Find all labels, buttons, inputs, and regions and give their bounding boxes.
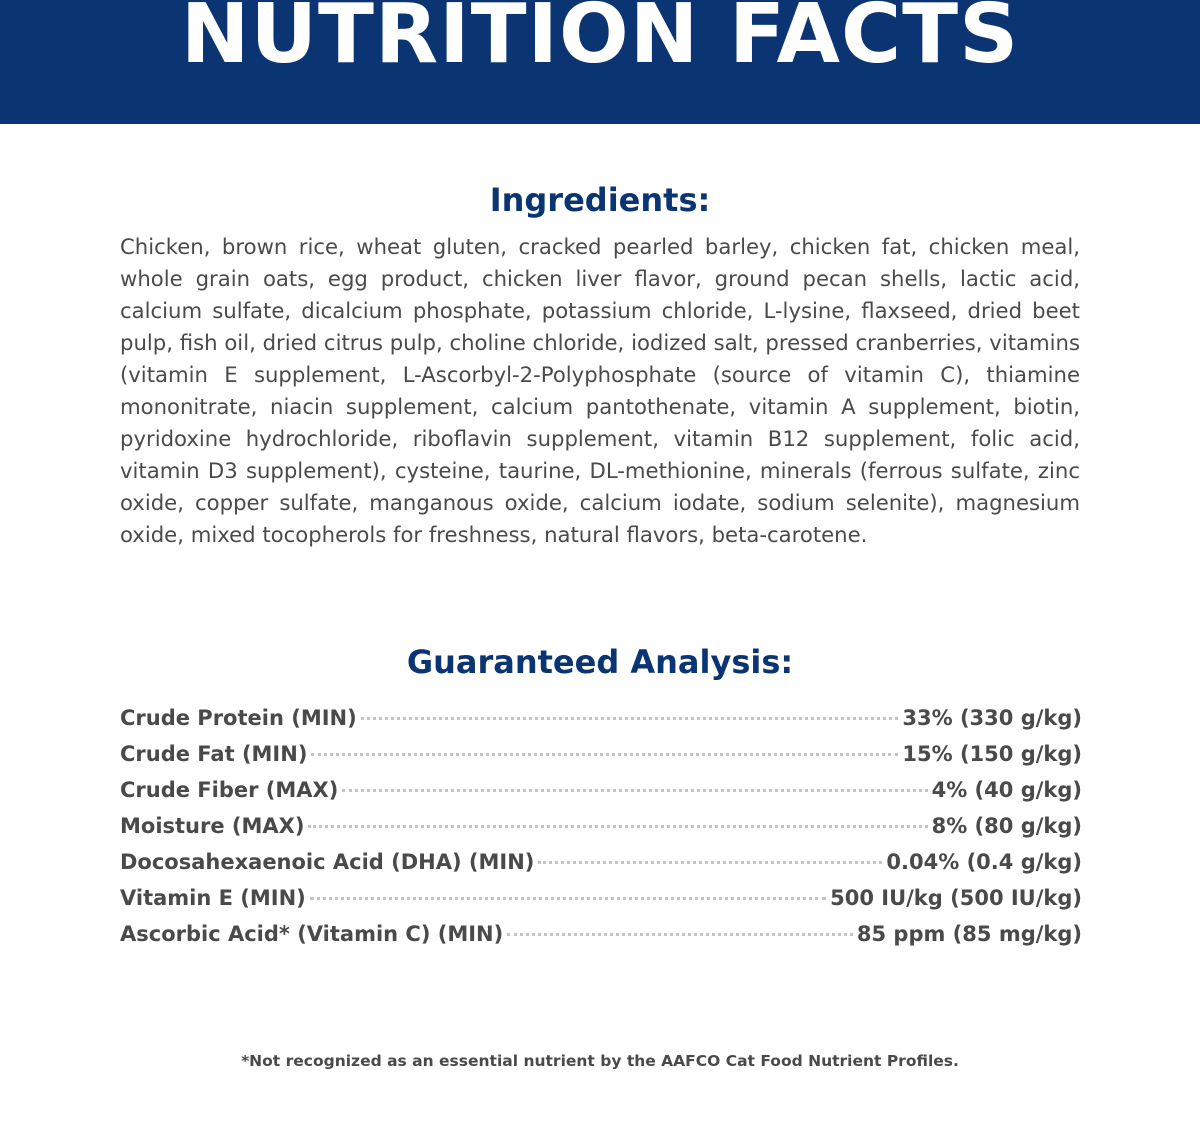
nutrient-name: Crude Protein (MIN) bbox=[120, 706, 357, 730]
nutrient-value: 500 IU/kg (500 IU/kg) bbox=[830, 886, 1082, 910]
guaranteed-analysis-table bbox=[120, 700, 1082, 952]
analysis-row-crude-protein bbox=[120, 700, 1082, 736]
nutrient-name: Ascorbic Acid* (Vitamin C) (MIN) bbox=[120, 922, 504, 946]
dot-leader bbox=[361, 717, 899, 720]
nutrient-value: 15% (150 g/kg) bbox=[902, 742, 1082, 766]
nutrient-name: Crude Fiber (MAX) bbox=[120, 778, 339, 802]
analysis-row-crude-fat bbox=[120, 736, 1082, 772]
guaranteed-analysis-heading: Guaranteed Analysis: bbox=[406, 643, 794, 681]
analysis-row-vitamin-e bbox=[120, 880, 1082, 916]
nutrient-name: Crude Fat (MIN) bbox=[120, 742, 308, 766]
nutrient-value: 0.04% (0.4 g/kg) bbox=[886, 850, 1082, 874]
ingredients-list: Chicken, brown rice, wheat gluten, cracked pearled barley, chicken fat, chicken meal, whole grain oats, egg product, chicken liver flavor, ground pecan shells, lactic acid, calcium sulfate, dicalcium phosphate, potassium chloride, L-lysine, flaxseed, dried beet pulp, fish oil, dried citrus pulp, choline chloride, iodized salt, pressed cranberries, vitamins (vitamin E supplement, L-Ascorbyl-2-Polyphosphate (source of vitamin C), thiamine mononitrate, niacin supplement, calcium pantothenate, vitamin A supplement, biotin, pyridoxine hydrochloride, riboflavin supplement, vitamin B12 supplement, folic acid, vitamin D3 supplement), cysteine, taurine, DL-methionine, minerals (ferrous sulfate, zinc oxide, copper sulfate, manganous oxide, calcium iodate, sodium selenite), magnesium oxide, mixed tocopherols for freshness, natural flavors, beta-carotene. bbox=[120, 234, 1080, 547]
nutrient-value: 85 ppm (85 mg/kg) bbox=[856, 922, 1082, 946]
dot-leader bbox=[308, 825, 927, 828]
analysis-row-dha bbox=[120, 844, 1082, 880]
nutrient-name: Docosahexaenoic Acid (DHA) (MIN) bbox=[120, 850, 535, 874]
header-banner bbox=[0, 0, 1200, 124]
page-title: NUTRITION FACTS bbox=[180, 0, 1020, 82]
nutrient-value: 33% (330 g/kg) bbox=[902, 706, 1082, 730]
dot-leader bbox=[538, 861, 882, 864]
analysis-row-ascorbic-acid bbox=[120, 916, 1082, 952]
analysis-row-crude-fiber bbox=[120, 772, 1082, 808]
dot-leader bbox=[507, 933, 853, 936]
dot-leader bbox=[310, 897, 826, 900]
dot-leader bbox=[342, 789, 927, 792]
analysis-row-moisture bbox=[120, 808, 1082, 844]
nutrient-value: 8% (80 g/kg) bbox=[931, 814, 1082, 838]
nutrient-value: 4% (40 g/kg) bbox=[931, 778, 1082, 802]
footnote: *Not recognized as an essential nutrient by the AAFCO Cat Food Nutrient Profiles. bbox=[241, 1052, 959, 1070]
nutrient-name: Moisture (MAX) bbox=[120, 814, 305, 838]
dot-leader bbox=[311, 753, 898, 756]
nutrient-name: Vitamin E (MIN) bbox=[120, 886, 306, 910]
ingredients-heading: Ingredients: bbox=[489, 181, 711, 219]
